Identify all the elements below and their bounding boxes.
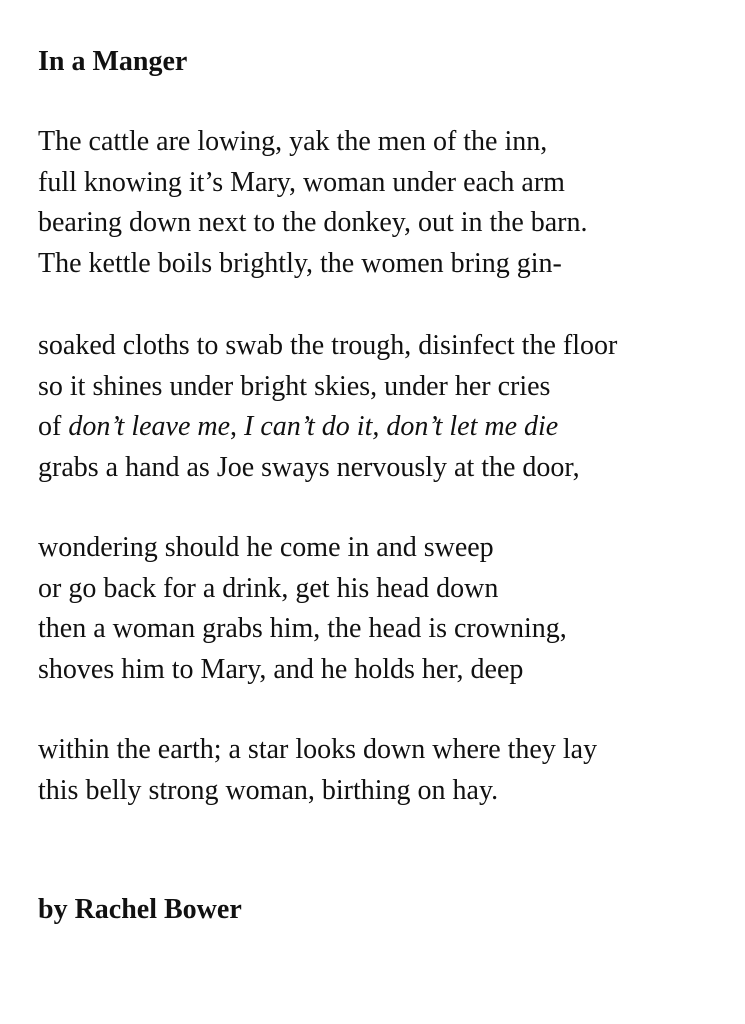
poem-line: The kettle boils brightly, the women bring gin- [38, 247, 562, 279]
poem-line: within the earth; a star looks down where they lay [38, 734, 598, 765]
poem-byline: by Rachel Bower [38, 894, 242, 925]
poem-line: bearing down next to the donkey, out in the barn. [38, 207, 588, 238]
italic-phrase: don’t leave me [68, 411, 231, 442]
italic-phrase: I can’t do it, don’t let me die [244, 411, 559, 442]
stanza-4 [38, 730, 597, 811]
stanza-1 [38, 122, 588, 284]
poem-title: In a Manger [38, 46, 188, 77]
poem-line: or go back for a drink, get his head down [38, 572, 499, 604]
stanza-3 [38, 528, 567, 690]
stanza-2 [38, 326, 617, 488]
poem-line: so it shines under bright skies, under her cries [38, 370, 551, 402]
poem-line-italic-mixed [38, 407, 617, 448]
line-prefix: of [38, 411, 69, 442]
line-mid: , [230, 411, 245, 442]
poem-line: full knowing it’s Mary, woman under each arm [38, 166, 565, 198]
poem-line: The cattle are lowing, yak the men of the inn, [38, 126, 548, 157]
poem-line: grabs a hand as Joe sways nervously at the door, [38, 451, 580, 483]
poem-line: this belly strong woman, birthing on hay. [38, 774, 499, 806]
poem-line: wondering should he come in and sweep [38, 532, 494, 563]
poem-line: then a woman grabs him, the head is crowning, [38, 613, 567, 644]
poem-line: soaked cloths to swab the trough, disinfect the floor [38, 330, 618, 361]
poem-line: shoves him to Mary, and he holds her, deep [38, 653, 524, 685]
